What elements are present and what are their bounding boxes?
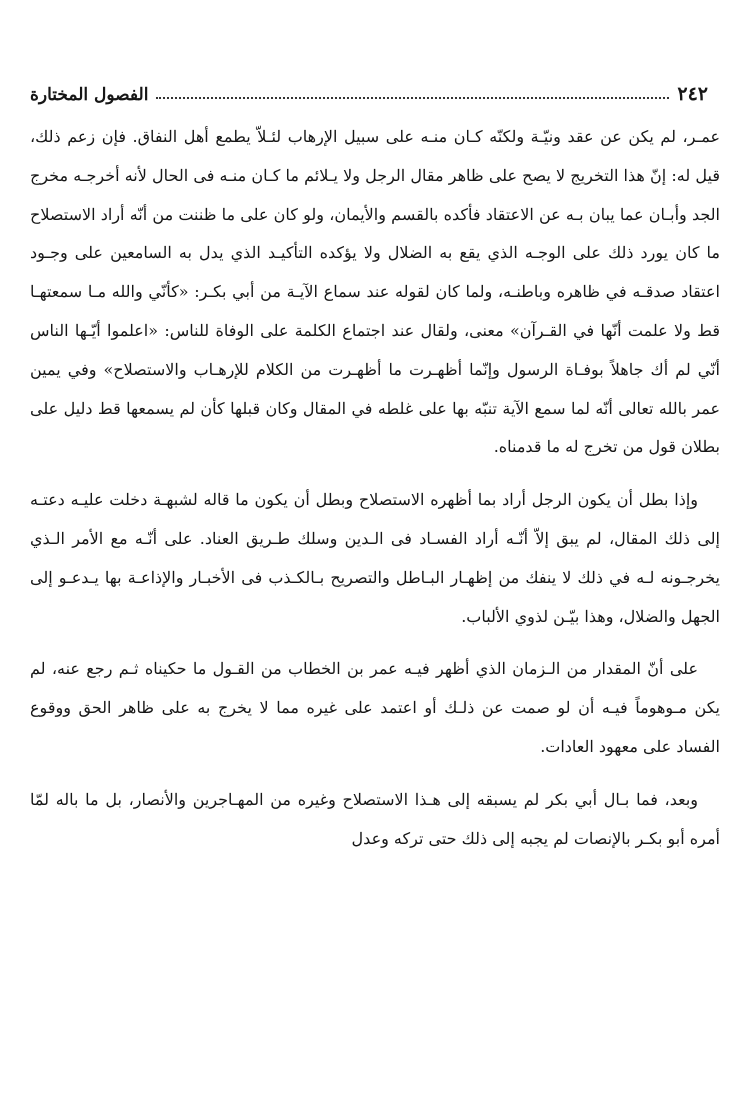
paragraph: وبعد، فما بـال أبي بكر لم يسبقه إلى هـذا الاستصلاح وغيره من المهـاجرين والأنصار، بل ما باله لمّا أمره أبو بكـر بالإنصات لم يجبه إلى ذلك حتى تركه وعدل (30, 789, 720, 848)
paragraph-continued: عمـر، لم يكن عن عقد ونيّـة ولكنّه كـان منـه على سبيل الإرهاب لئـلاّ يطمع أهل النفاق. فإن زعم ذلك، قيل له: إنّ هذا التخريج لا يصح على ظاهر مقال الرجل ولا يـلائم ما كـان منـه فى الحال لأنه أخرجـه مخرج الجد وأبـان عما يبان بـه عن الاعتقاد فأكده بالقسم والأيمان، ولو كان على ما ظننت من أنّه أراد الاستصلاح ما كان يورد ذلك على الوجـه الذي يقع به الضلال ولا يؤكده التأكيـد الذي يدل به السامعين على وجـود اعتقاد صدقـه في ظاهره وباطنـه، ولما كان لقوله عند سماع الآيـة من أبي بكـر: «كأنّي والله مـا سمعتهـا قط ولا علمت أنّها في القـرآن» معنى، ولقال عند اجتماع الكلمة على الوفاة للناس: «اعلموا أيّـها الناس أنّي لم أك جاهلاً بوفـاة الرسول وإنّما أظهـرت ما أظهـرت من الكلام للإرهـاب والاستصلاح» وفي يمين عمر بالله تعالى أنّه لما سمع الآية تنبّه بها على غلطه في المقال وكان قبلها كأن لم يسمعها قط دليل على بطلان قول من تخرج له ما قدمناه. (30, 127, 720, 457)
running-title: الفصول المختارة (30, 85, 149, 105)
page-body (30, 118, 720, 858)
page-number: ٢٤٢ (677, 83, 708, 105)
paragraph: وإذا بطل أن يكون الرجل أراد بما أظهره الاستصلاح وبطل أن يكون ما قاله لشبهـة دخلت عليـه دعتـه إلى ذلك المقال، لم يبق إلاّ أنّـه أراد الفسـاد فى الـدين وسلك طـريق العناد. على أنّـه مع الأمر الـذي يخرجـونه لـه في ذلك لا ينفك من إظهـار البـاطل والتصريح بـالكـذب فى الأخبـار والإذاعـة بها يـدعـو إلى الجهل والضلال، وهذا بيّـن لذوي الألباب. (30, 490, 721, 626)
page-header (30, 74, 708, 104)
header-dotted-leader (156, 97, 669, 99)
paragraph: على أنّ المقدار من الـزمان الذي أظهر فيـه عمر بن الخطاب من القـول ما حكيناه ثـم رجع عنه، لم يكن مـوهوماً فيـه أن لو صمت عن ذلـك أو اعتمد على غيره مما لا يخرج به على ظاهر الحق ووقوع الفساد على معهود العادات. (30, 659, 720, 756)
